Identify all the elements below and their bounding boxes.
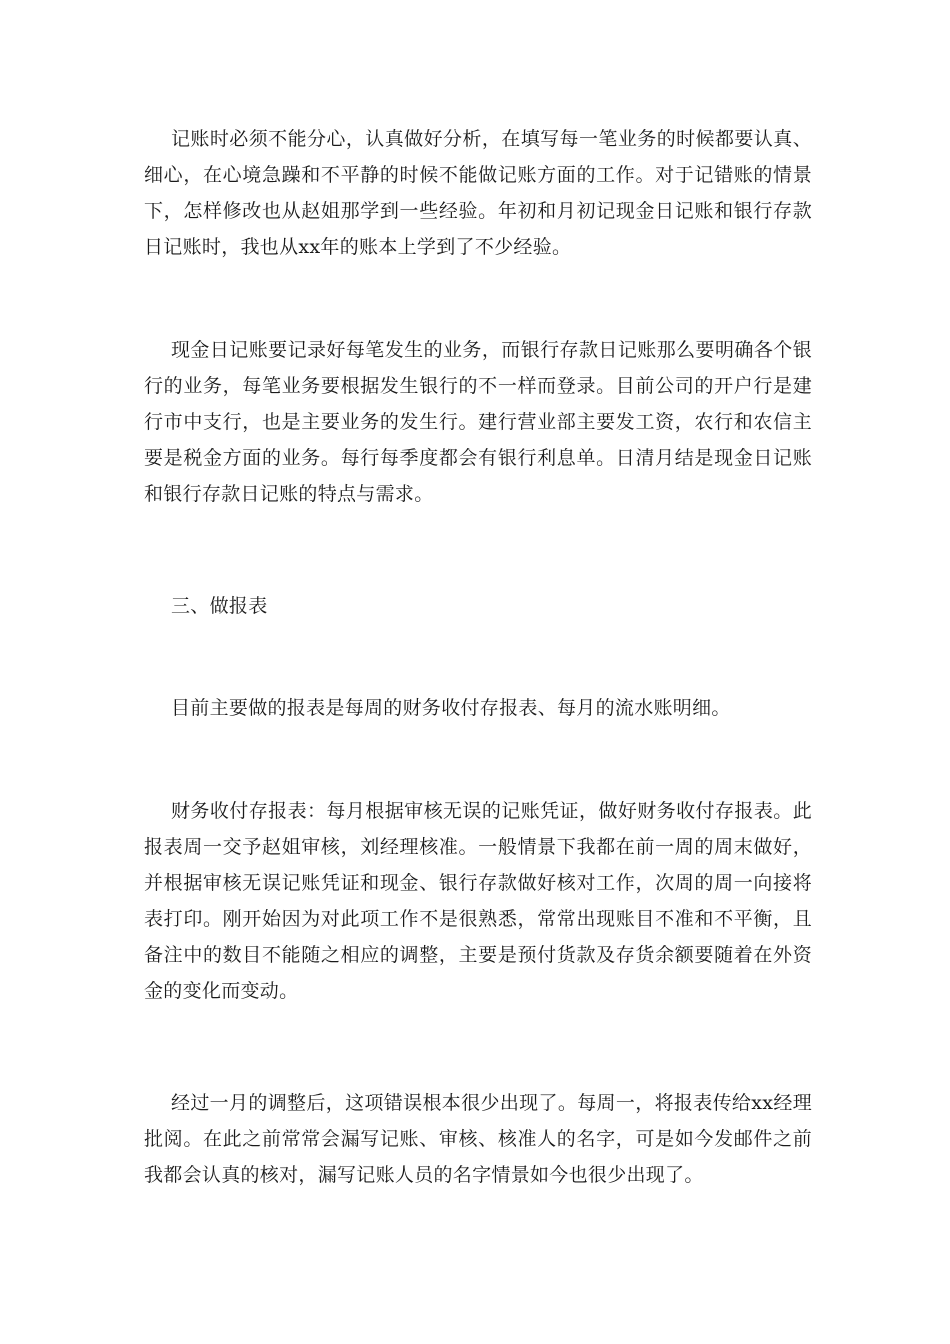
paragraph-cash-bank-journal: 现金日记账要记录好每笔发生的业务，而银行存款日记账那么要明确各个银行的业务，每笔业务要根据发生银行的不一样而登录。目前公司的开户行是建行市中支行，也是主要业务的发生行。建行营业部主要发工资，农行和农信主要是税金方面的业务。每行每季度都会有银行利息单。日清月结是现金日记账和银行存款日记账的特点与需求。 [144, 339, 812, 505]
section-heading-reports: 三、做报表 [171, 595, 268, 617]
paragraph-bookkeeping-care: 记账时必须不能分心，认真做好分析，在填写每一笔业务的时候都要认真、细心，在心境急躁和不平静的时候不能做记账方面的工作。对于记错账的情景下，怎样修改也从赵姐那学到一些经验。年初和月初记现金日记账和银行存款日记账时，我也从xx年的账本上学到了不少经验。 [144, 128, 812, 258]
paragraph-adjustment: 经过一月的调整后，这项错误根本很少出现了。每周一，将报表传给xx经理批阅。在此之前常常会漏写记账、审核、核准人的名字，可是如今发邮件之前我都会认真的核对，漏写记账人员的名字情景如今也很少出现了。 [144, 1092, 812, 1186]
paragraph-reports-overview: 目前主要做的报表是每周的财务收付存报表、每月的流水账明细。 [171, 697, 731, 719]
paragraph-weekly-report: 财务收付存报表：每月根据审核无误的记账凭证，做好财务收付存报表。此报表周一交予赵姐审核，刘经理核准。一般情景下我都在前一周的周末做好，并根据审核无误记账凭证和现金、银行存款做好核对工作，次周的周一向接将表打印。刚开始因为对此项工作不是很熟悉，常常出现账目不准和不平衡，且备注中的数目不能随之相应的调整，主要是预付货款及存货余额要随着在外资金的变化而变动。 [144, 800, 812, 1002]
